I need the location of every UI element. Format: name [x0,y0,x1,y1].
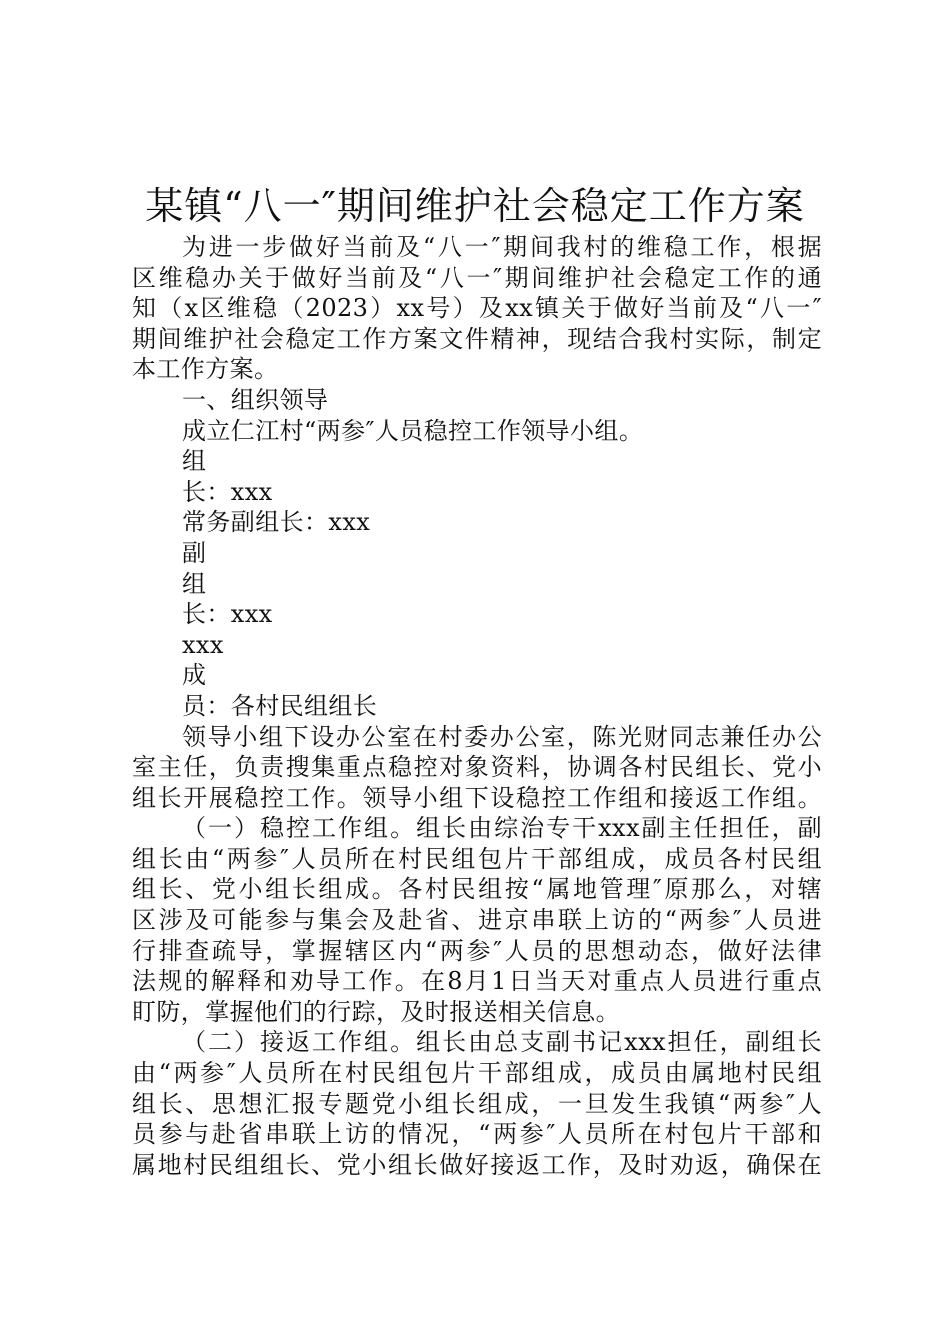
paragraph-line: 行排查疏导，掌握辖区内“两参″人员的思想动态，做好法律 [132,936,822,965]
paragraph-line: 组长、思想汇报专题党小组长组成，一旦发生我镇“两参″人 [132,1089,822,1118]
paragraph-line: 区维稳办关于做好当前及“八一″期间维护社会稳定工作的通 [132,263,822,292]
roster-line: 组 [182,569,207,598]
section-heading: 一、组织领导 [182,385,329,414]
paragraph-line: 由“两参″人员所在村民组包片干部组成，成员由属地村民组 [132,1059,822,1088]
paragraph-line: 盯防，掌握他们的行踪，及时报送相关信息。 [132,997,620,1026]
paragraph-line: （一）稳控工作组。组长由综治专干xxx副主任担任，副 [182,814,822,843]
roster-line: 长：xxx [182,600,273,629]
paragraph-line: 室主任，负责搜集重点稳控对象资料，协调各村民组长、党小 [132,753,822,782]
paragraph-line: 知（x区维稳（2023）xx号）及xx镇关于做好当前及“八一″ [132,294,822,323]
roster-line: xxx [182,630,224,659]
roster-line: 副 [182,538,207,567]
paragraph-line: 为进一步做好当前及“八一″期间我村的维稳工作，根据 [182,233,822,261]
paragraph-line: 组长开展稳控工作。领导小组下设稳控工作组和接返工作组。 [132,783,822,812]
paragraph-line: 法规的解释和劝导工作。在8月1日当天对重点人员进行重点 [132,967,822,996]
paragraph-line: 领导小组下设办公室在村委办公室，陈光财同志兼任办公 [182,722,822,751]
document-title: 某镇“八一″期间维护社会稳定工作方案 [145,184,805,228]
paragraph-line: 组长由“两参″人员所在村民组包片干部组成，成员各村民组 [132,844,822,873]
paragraph-line: （二）接返工作组。组长由总支副书记xxx担任，副组长 [182,1028,822,1057]
paragraph-line: 成立仁江村“两参″人员稳控工作领导小组。 [182,416,644,445]
paragraph-line: 员参与赴省串联上访的情况，“两参″人员所在村包片干部和 [132,1120,822,1149]
roster-line: 员：各村民组组长 [182,691,378,720]
roster-line: 常务副组长：xxx [182,508,371,537]
roster-line: 成 [182,661,207,690]
paragraph-line: 组长、党小组长组成。各村民组按“属地管理″原那么，对辖 [132,875,822,904]
paragraph-line: 本工作方案。 [132,355,279,384]
roster-line: 组 [182,447,207,476]
document-body [132,232,822,1180]
paragraph-line: 属地村民组组长、党小组长做好接返工作，及时劝返，确保在 [132,1150,822,1179]
roster-line: 长：xxx [182,477,273,506]
paragraph-line: 区涉及可能参与集会及赴省、进京串联上访的“两参″人员进 [132,906,822,935]
paragraph-line: 期间维护社会稳定工作方案文件精神，现结合我村实际，制定 [132,324,822,353]
